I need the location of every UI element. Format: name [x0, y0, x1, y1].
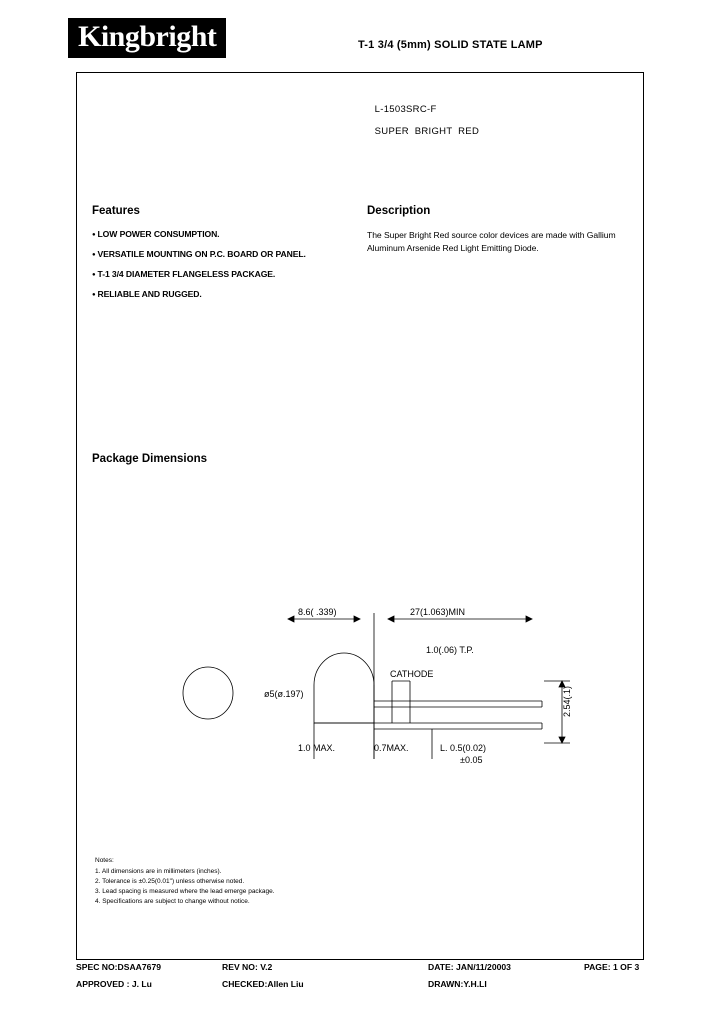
page-footer — [76, 962, 644, 1002]
list-item: 1. All dimensions are in millimeters (inches). — [95, 868, 222, 875]
spec-no: SPEC NO:DSAA7679 — [76, 962, 162, 972]
list-item: ● RELIABLE AND RUGGED. — [92, 289, 362, 299]
list-item: 3. Lead spacing is measured where the lead emerge package. — [95, 888, 275, 896]
content-frame — [76, 72, 644, 960]
list-item: 2. Tolerance is ±0.25(0.01") unless otherwise noted. — [95, 878, 245, 886]
notes-list — [95, 867, 495, 907]
footer-row-2 — [76, 979, 644, 996]
page-title: T-1 3/4 (5mm) SOLID STATE LAMP — [358, 39, 543, 51]
arrow-bottom-spacing — [559, 737, 565, 743]
list-item: ● VERSATILE MOUNTING ON P.C. BOARD OR PANEL. — [92, 249, 362, 259]
rev-no: REV NO: V.2 — [222, 962, 273, 972]
description-text: The Super Bright Red source color devices are made with Gallium Aluminum Arsenide Red Light Emitting Diode. — [367, 230, 616, 254]
top-view-circle — [183, 667, 233, 719]
package-drawing — [92, 573, 630, 803]
page-number: PAGE: 1 OF 3 — [584, 962, 640, 972]
drawn-by: DRAWN:Y.H.LI — [428, 979, 487, 989]
list-item: ● LOW POWER CONSUMPTION. — [92, 229, 362, 239]
arrow-right-lead — [526, 616, 532, 622]
checked-by: CHECKED:Allen Liu — [222, 979, 304, 989]
arrow-left-lead — [388, 616, 394, 622]
dim-label-width: 8.6( .339) — [298, 607, 337, 617]
list-item: 4. Specifications are subject to change without notice. — [95, 898, 250, 906]
package-dimensions-heading: Package Dimensions — [92, 453, 208, 465]
page-header — [68, 18, 652, 64]
dim-label-flange: 1.0(.06) T.P. — [426, 645, 474, 655]
dim-label-height-min: 1.0 MAX. — [298, 743, 336, 753]
features-list — [92, 229, 362, 299]
notes-section — [95, 857, 495, 907]
part-number-line — [357, 93, 479, 148]
dim-label-lead-spacing: L. 0.5(0.02) — [440, 743, 487, 753]
features-heading: Features — [92, 205, 140, 217]
arrow-left-width — [288, 616, 294, 622]
list-item: ● T-1 3/4 DIAMETER FLANGELESS PACKAGE. — [92, 269, 362, 279]
dim-label-lead-length: 27(1.063)MIN — [410, 607, 466, 617]
dim-label-diameter-left: ø5(ø.197) — [264, 689, 304, 699]
dim-label-lead-width: 0.7MAX. — [374, 743, 409, 753]
description-section — [367, 205, 617, 256]
part-color: SUPER BRIGHT RED — [374, 126, 480, 137]
dim-label-diameter-right: 2.54(.1) — [562, 685, 572, 717]
footer-row-1 — [76, 962, 644, 979]
dim-label-cathode: CATHODE — [390, 669, 434, 679]
features-section — [92, 205, 362, 309]
approved-by: APPROVED : J. Lu — [76, 979, 152, 989]
arrow-right-width — [354, 616, 360, 622]
date: DATE: JAN/11/20003 — [428, 962, 511, 972]
dim-label-tolerance: ±0.05 — [460, 755, 483, 765]
notes-title: Notes: — [95, 857, 114, 864]
part-number: L-1503SRC-F — [374, 104, 437, 115]
kingbright-logo: Kingbright — [68, 18, 226, 58]
description-heading: Description — [367, 205, 431, 217]
led-dome-outline — [314, 653, 374, 723]
